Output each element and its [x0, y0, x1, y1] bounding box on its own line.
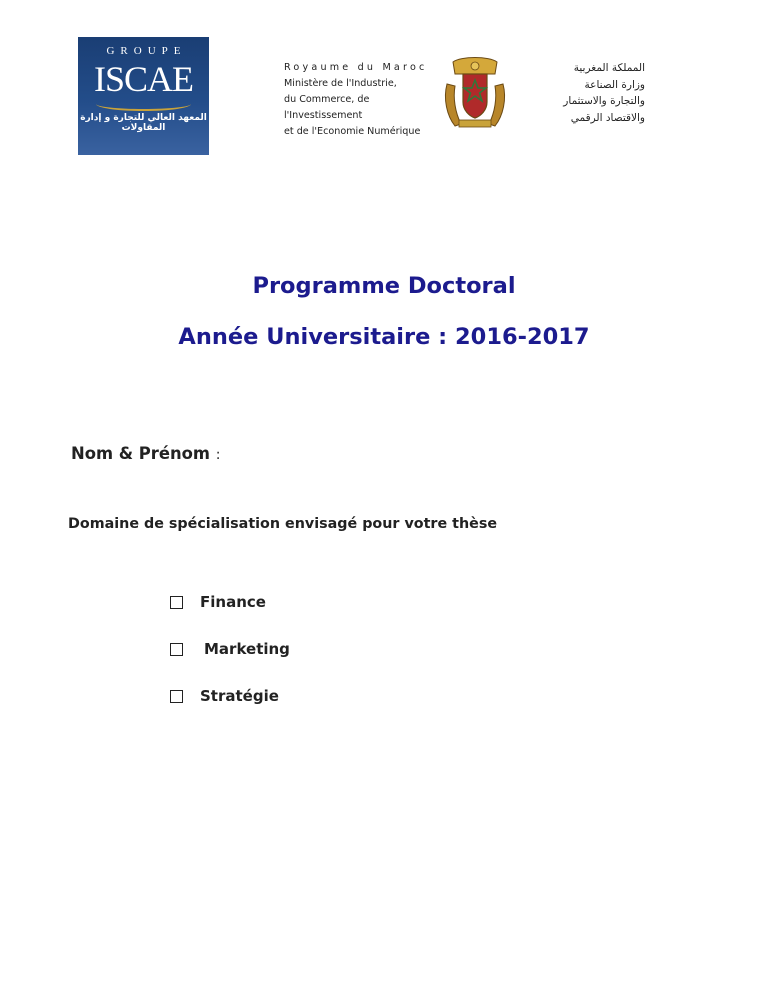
checkbox-finance[interactable] — [170, 596, 183, 609]
academic-year-title: Année Universitaire : 2016-2017 — [178, 324, 590, 350]
program-title: Programme Doctoral — [252, 273, 516, 299]
coat-of-arms-emblem — [441, 54, 509, 132]
ministry-ar-line: وزارة الصناعة — [584, 78, 645, 91]
option-strategie[interactable] — [170, 687, 279, 705]
option-marketing[interactable] — [170, 640, 290, 658]
option-finance[interactable] — [170, 593, 266, 611]
option-label: Finance — [200, 593, 266, 611]
logo-iscae-text: ISCAE — [93, 59, 193, 99]
ministry-fr-line: Ministère de l'Industrie, — [284, 78, 397, 89]
checkbox-strategie[interactable] — [170, 690, 183, 703]
iscae-logo — [78, 37, 209, 155]
option-label: Stratégie — [200, 687, 279, 705]
ministry-ar-line: والتجارة والاستثمار — [563, 95, 645, 107]
name-label-colon: : — [215, 447, 221, 463]
ministry-fr-line: et de l'Economie Numérique — [284, 126, 421, 137]
specialization-question: Domaine de spécialisation envisagé pour votre thèse — [68, 516, 498, 532]
ministry-name-arabic — [515, 60, 645, 126]
name-label-text: Nom & Prénom — [71, 444, 210, 463]
option-label: Marketing — [204, 640, 290, 658]
ministry-fr-line: Royaume du Maroc — [284, 62, 428, 73]
ministry-name-french — [284, 60, 444, 140]
ministry-ar-line: والاقتصاد الرقمي — [570, 111, 645, 124]
logo-arabic-text: المعهد العالي للتجارة و إدارة المقاولات — [80, 113, 207, 133]
checkbox-marketing[interactable] — [170, 643, 183, 656]
logo-swoosh — [96, 97, 191, 111]
ministry-ar-line: المملكة المغربية — [573, 62, 645, 74]
name-field-label — [71, 444, 220, 463]
logo-groupe-text: GROUPE — [106, 45, 187, 57]
ministry-fr-line: du Commerce, de l'Investissement — [284, 94, 370, 121]
